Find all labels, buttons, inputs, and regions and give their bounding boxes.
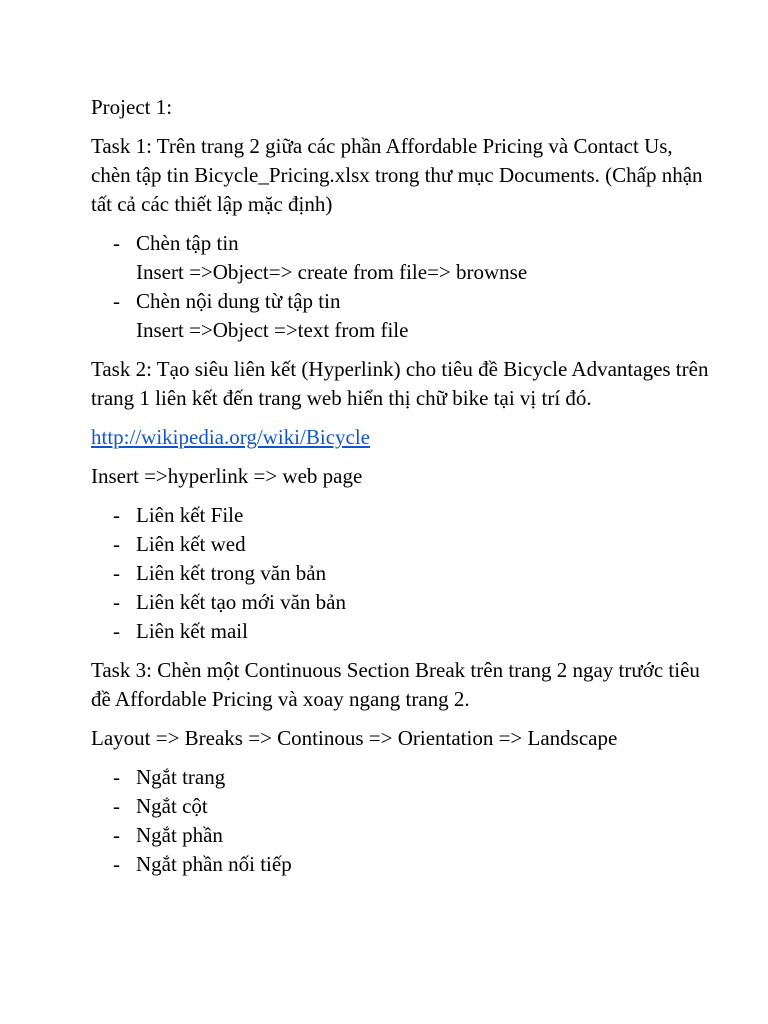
task3-text: Task 3: Chèn một Continuous Section Break trên trang 2 ngay trước tiêu đề Affordable Pricing và xoay ngang trang 2. — [91, 658, 700, 711]
list-item — [91, 792, 711, 821]
list-item — [91, 588, 711, 617]
list-bullet: - — [113, 852, 120, 876]
list-item — [91, 287, 711, 345]
list-item-text: Liên kết trong văn bản — [136, 561, 327, 585]
list-bullet: - — [113, 503, 120, 527]
task2-text: Task 2: Tạo siêu liên kết (Hyperlink) cho tiêu đề Bicycle Advantages trên trang 1 liên kết đến trang web hiển thị chữ bike tại vị trí đó. — [91, 357, 709, 410]
list-item — [91, 850, 711, 879]
list-bullet: - — [113, 765, 120, 789]
list-item — [91, 501, 711, 530]
list-item-text: Liên kết tạo mới văn bản — [136, 590, 346, 614]
list-item — [91, 763, 711, 792]
list-bullet: - — [113, 823, 120, 847]
list-bullet: - — [113, 619, 120, 643]
task2-instruction: Insert =>hyperlink => web page — [91, 464, 363, 488]
task2-link-paragraph — [91, 423, 711, 452]
list-item-text: Ngắt trang — [136, 765, 226, 789]
task1-text: Task 1: Trên trang 2 giữa các phần Affordable Pricing và Contact Us, chèn tập tin Bicycle_Pricing.xlsx trong thư mục Documents. (Chấp nhận tất cả các thiết lập mặc định) — [91, 134, 703, 216]
list-item — [91, 530, 711, 559]
list-bullet: - — [113, 561, 120, 585]
list-item-text: Ngắt cột — [136, 794, 208, 818]
list-bullet: - — [113, 590, 120, 614]
task1-list — [91, 229, 711, 345]
list-item-text: Ngắt phần nối tiếp — [136, 852, 292, 876]
list-item-title: Chèn nội dung từ tập tin — [136, 289, 341, 313]
list-item-text: Liên kết mail — [136, 619, 248, 643]
list-bullet: - — [113, 231, 120, 255]
list-item — [91, 559, 711, 588]
list-item — [91, 617, 711, 646]
list-bullet: - — [113, 532, 120, 556]
task3-instruction: Layout => Breaks => Continous => Orientation => Landscape — [91, 726, 618, 750]
list-item-text: Liên kết wed — [136, 532, 246, 556]
list-item-title: Chèn tập tin — [136, 231, 239, 255]
task3-list — [91, 763, 711, 879]
list-item-detail: Insert =>Object=> create from file=> brownse — [136, 260, 528, 284]
document-page — [91, 93, 711, 889]
task2-list — [91, 501, 711, 646]
list-item — [91, 821, 711, 850]
list-item-text: Liên kết File — [136, 503, 244, 527]
list-item — [91, 229, 711, 287]
list-bullet: - — [113, 289, 120, 313]
list-item-text: Ngắt phần — [136, 823, 223, 847]
project-title: Project 1: — [91, 95, 173, 119]
list-item-detail: Insert =>Object =>text from file — [136, 318, 409, 342]
list-bullet: - — [113, 794, 120, 818]
wikipedia-link[interactable]: http://wikipedia.org/wiki/Bicycle — [91, 425, 370, 449]
